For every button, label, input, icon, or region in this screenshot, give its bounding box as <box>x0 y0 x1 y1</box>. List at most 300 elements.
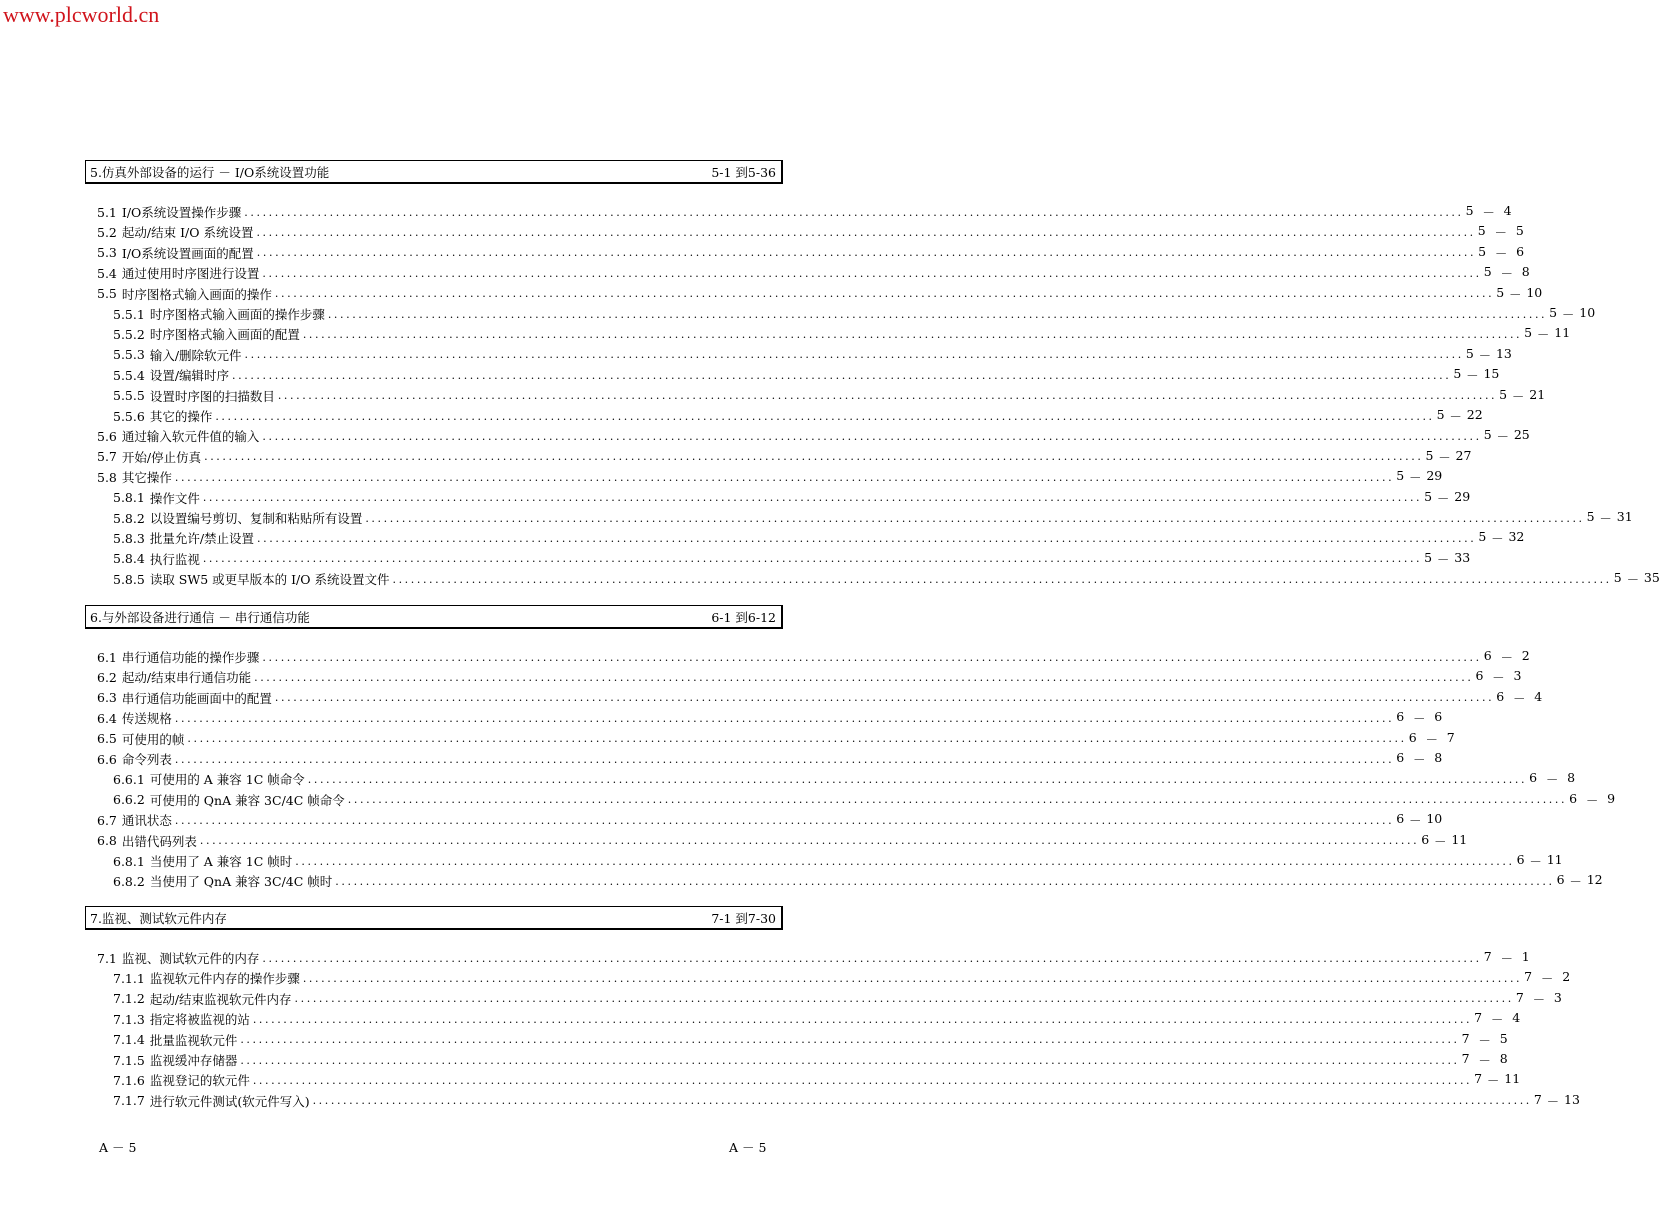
toc-entry-title: 监视登记的软元件 <box>149 1073 250 1089</box>
toc-entry[interactable] <box>0 304 1596 324</box>
page-separator: － <box>1486 1073 1500 1089</box>
toc-entry-page <box>1396 811 1442 829</box>
dot-leader: ........................................................................................................................................................................................................ <box>254 670 1474 684</box>
page-separator: － <box>1491 531 1504 547</box>
toc-entry-page <box>1517 852 1563 870</box>
toc-entry-page <box>1587 509 1633 527</box>
page-separator: － <box>1478 1053 1491 1068</box>
page-chapter: 5 <box>1586 509 1595 524</box>
toc-entry[interactable] <box>0 447 1472 467</box>
toc-entry-title: 监视软元件内存的操作步骤 <box>149 971 300 987</box>
page-number: 10 <box>1526 284 1543 300</box>
toc-entry-title: 通过使用时序图进行设置 <box>121 266 260 282</box>
page-number: 29 <box>1454 488 1471 504</box>
toc-entry-number: 6.8.1 <box>113 853 145 869</box>
toc-entry-title: 通讯状态 <box>121 813 172 829</box>
toc-entry-title: 当使用了 A 兼容 1C 帧时 <box>149 854 293 869</box>
dot-leader: ........................................................................................................................................................................................................ <box>244 205 1464 219</box>
page-chapter: 7 <box>1533 1091 1542 1107</box>
footer-page-right: A － 5 <box>729 1140 767 1155</box>
toc-entry-title: 读取 SW5 或更早版本的 I/O 系统设置文件 <box>149 572 390 588</box>
dot-leader: ........................................................................................................................................................................................................ <box>312 1094 1532 1108</box>
page-chapter: 7 <box>1461 1051 1470 1066</box>
page-number: 31 <box>1616 509 1633 524</box>
page-separator: － <box>1496 429 1510 445</box>
section-title: 7.监视、测试软元件内存 <box>90 910 227 926</box>
dot-leader: ........................................................................................................................................................................................................ <box>392 572 1612 586</box>
toc-entry-title: 出错代码列表 <box>121 833 197 849</box>
page-chapter: 5 <box>1483 264 1492 280</box>
page-number: 13 <box>1564 1091 1580 1107</box>
page-separator: － <box>1494 245 1508 261</box>
toc-entry-number: 7.1.5 <box>113 1052 145 1068</box>
dot-leader: ........................................................................................................................................................................................................ <box>307 772 1528 786</box>
toc-entry-number: 5.8.2 <box>113 510 145 526</box>
toc-entry[interactable] <box>0 508 1633 528</box>
toc-entry-number: 6.8 <box>97 833 117 849</box>
dot-leader: ........................................................................................................................................................................................................ <box>204 450 1424 464</box>
page-number: 8 <box>1521 264 1530 280</box>
toc-entry-title: 批量允许/禁止设置 <box>149 531 255 547</box>
toc-entry-number: 5.8.4 <box>113 551 145 567</box>
page-number: 25 <box>1513 427 1530 443</box>
page-chapter: 7 <box>1461 1030 1470 1046</box>
page-chapter: 6 <box>1569 790 1578 806</box>
dot-leader: ........................................................................................................................................................................................................ <box>187 732 1407 746</box>
toc-entry-number: 6.2 <box>97 669 117 685</box>
toc-entry-page <box>1453 366 1499 384</box>
dot-leader: ........................................................................................................................................................................................................ <box>174 711 1395 725</box>
page-number: 22 <box>1466 407 1483 422</box>
toc-entry-number: 6.4 <box>97 710 117 726</box>
page-separator: － <box>1546 1093 1560 1109</box>
toc-entry-page <box>1524 325 1570 343</box>
dot-leader: ........................................................................................................................................................................................................ <box>202 552 1423 566</box>
page-number: 32 <box>1508 529 1525 545</box>
toc-entry-page <box>1516 990 1562 1008</box>
page-number: 13 <box>1495 345 1512 361</box>
toc-entry-title: 输入/删除软元件 <box>149 347 242 363</box>
toc-entry-title: 命令列表 <box>121 752 172 767</box>
toc-entry-number: 5.8.3 <box>113 530 145 546</box>
toc-entry-number: 5.5.3 <box>113 347 145 363</box>
toc-entry-number: 5.8 <box>97 469 117 485</box>
page-number: 35 <box>1643 570 1660 586</box>
toc-entry-number: 6.5 <box>97 731 117 747</box>
toc-entry-number: 5.5.6 <box>113 408 145 424</box>
page-chapter: 7 <box>1474 1071 1483 1087</box>
page-number: 33 <box>1454 549 1471 565</box>
toc-entry[interactable] <box>0 222 1524 242</box>
toc-entry-number: 5.1 <box>97 204 117 220</box>
footer-page-left: A － 5 <box>99 1140 137 1155</box>
page-chapter: 5 <box>1483 427 1492 443</box>
toc-entry[interactable] <box>0 708 1443 728</box>
page-separator: － <box>1511 388 1525 404</box>
toc-entry[interactable] <box>0 667 1522 687</box>
toc-entry[interactable] <box>0 810 1443 830</box>
page-number: 8 <box>1434 750 1443 765</box>
toc-entry[interactable] <box>0 871 1603 891</box>
dot-leader: ........................................................................................................................................................................................................ <box>252 1012 1473 1026</box>
page-number: 11 <box>1554 325 1571 341</box>
toc-entry-number: 7.1.6 <box>113 1072 145 1088</box>
page-number: 15 <box>1483 366 1500 382</box>
dot-leader: ........................................................................................................................................................................................................ <box>199 834 1420 848</box>
toc-entry-title: 传送规格 <box>121 711 172 727</box>
page-chapter: 6 <box>1496 688 1505 704</box>
page-separator: － <box>1540 971 1554 987</box>
toc-entry[interactable] <box>0 769 1576 789</box>
toc-entry-page <box>1474 1010 1520 1028</box>
toc-entry-title: 监视、测试软元件的内存 <box>121 951 260 966</box>
dot-leader: ........................................................................................................................................................................................................ <box>347 793 1568 807</box>
dot-leader: ........................................................................................................................................................................................................ <box>262 951 1482 965</box>
toc-entry-page <box>1496 689 1542 707</box>
toc-entry-title: 串行通信功能的操作步骤 <box>121 650 260 665</box>
page-chapter: 5 <box>1478 529 1487 545</box>
toc-entry-number: 5.7 <box>97 449 117 465</box>
section-header[interactable] <box>85 906 783 930</box>
dot-leader: ........................................................................................................................................................................................................ <box>215 409 1435 423</box>
toc-entry-title: 串行通信功能画面中的配置 <box>121 690 272 706</box>
page-number: 3 <box>1553 989 1562 1005</box>
page-chapter: 5 <box>1465 203 1474 218</box>
toc-entry-title: 起动/结束串行通信功能 <box>121 670 252 686</box>
dot-leader: ........................................................................................................................................................................................................ <box>262 266 1482 280</box>
toc-entry-number: 6.6.2 <box>113 792 145 808</box>
page-separator: － <box>1478 347 1492 363</box>
toc-entry-number: 7.1.2 <box>113 991 145 1007</box>
dot-leader: ........................................................................................................................................................................................................ <box>244 348 1464 362</box>
toc-entry[interactable] <box>0 488 1471 508</box>
section-header[interactable] <box>85 160 783 184</box>
toc-entry-number: 5.8.1 <box>113 490 145 506</box>
page-separator: － <box>1478 1032 1491 1048</box>
toc-entry-number: 5.6 <box>97 428 117 444</box>
toc-entry-number: 5.4 <box>97 265 117 281</box>
page-number: 6 <box>1516 243 1525 259</box>
page-separator: － <box>1490 1012 1504 1028</box>
dot-leader: ........................................................................................................................................................................................................ <box>240 1053 1460 1067</box>
dot-leader: ........................................................................................................................................................................................................ <box>294 992 1514 1006</box>
toc-entry[interactable] <box>0 467 1443 487</box>
dot-leader: ........................................................................................................................................................................................................ <box>257 531 1477 545</box>
toc-entry[interactable] <box>0 386 1546 406</box>
page-separator: － <box>1626 572 1640 588</box>
dot-leader: ........................................................................................................................................................................................................ <box>232 368 1452 382</box>
page-chapter: 6 <box>1516 852 1525 867</box>
toc-entry[interactable] <box>0 324 1571 344</box>
page-number: 9 <box>1607 790 1616 806</box>
toc-entry-title: I/O系统设置画面的配置 <box>121 245 254 261</box>
toc-entry-page <box>1524 969 1570 987</box>
toc-entry-page <box>1396 709 1442 727</box>
dot-leader: ........................................................................................................................................................................................................ <box>174 470 1395 484</box>
toc-entry-page <box>1534 1092 1580 1110</box>
toc-entry-title: 时序图格式输入画面的操作 <box>121 286 272 302</box>
dot-leader: ........................................................................................................................................................................................................ <box>365 511 1585 525</box>
toc-entry-page <box>1409 730 1455 748</box>
dot-leader: ........................................................................................................................................................................................................ <box>327 307 1548 321</box>
toc-entry-number: 7.1.7 <box>113 1093 145 1109</box>
toc-entry-title: 时序图格式输入画面的操作步骤 <box>149 307 325 322</box>
page-chapter: 7 <box>1524 969 1533 985</box>
page-number: 4 <box>1512 1010 1521 1026</box>
toc-entry[interactable] <box>0 1091 1580 1111</box>
dot-leader: ........................................................................................................................................................................................................ <box>262 429 1482 443</box>
toc-entry-title: 批量监视软元件 <box>149 1032 238 1048</box>
page-separator: － <box>1449 409 1462 424</box>
page-number: 27 <box>1455 447 1472 463</box>
page-chapter: 5 <box>1496 284 1505 300</box>
toc-entry-page <box>1478 244 1524 262</box>
page-number: 5 <box>1499 1030 1508 1046</box>
toc-entry-number: 5.5.5 <box>113 388 145 404</box>
page-number: 4 <box>1534 688 1543 704</box>
page-number: 5 <box>1515 223 1524 239</box>
toc-entry[interactable] <box>0 284 1543 304</box>
toc-entry-page <box>1549 305 1595 323</box>
page-chapter: 7 <box>1474 1010 1483 1026</box>
page-number: 11 <box>1504 1071 1521 1087</box>
page-chapter: 5 <box>1453 366 1462 382</box>
toc-entry-number: 7.1.1 <box>113 970 145 986</box>
page-chapter: 6 <box>1556 872 1565 888</box>
toc-entry-page <box>1466 346 1512 364</box>
toc-entry[interactable] <box>0 989 1562 1009</box>
toc-entry-title: 可使用的帧 <box>121 731 185 747</box>
toc-entry-page <box>1396 750 1442 768</box>
toc-entry-page <box>1424 489 1470 507</box>
toc-entry-page <box>1557 872 1603 890</box>
page-chapter: 5 <box>1396 468 1405 484</box>
toc-entry-number: 6.7 <box>97 812 117 828</box>
page-chapter: 7 <box>1483 949 1492 964</box>
toc-entry-number: 5.3 <box>97 245 117 261</box>
dot-leader: ........................................................................................................................................................................................................ <box>256 225 1476 239</box>
toc-entry[interactable] <box>0 426 1530 446</box>
toc-entry[interactable] <box>0 549 1471 569</box>
toc-entry-number: 5.5.1 <box>113 306 145 322</box>
page-separator: － <box>1438 449 1451 465</box>
page-separator: － <box>1532 991 1546 1007</box>
toc-entry[interactable] <box>0 688 1543 708</box>
toc-entry-title: I/O系统设置操作步骤 <box>121 205 242 220</box>
toc-entry-number: 6.3 <box>97 690 117 706</box>
dot-leader: ........................................................................................................................................................................................................ <box>256 246 1477 260</box>
toc-entry[interactable] <box>0 263 1530 283</box>
page-separator: － <box>1436 551 1450 567</box>
toc-entry-title: 可使用的 QnA 兼容 3C/4C 帧命令 <box>149 792 345 808</box>
dot-leader: ........................................................................................................................................................................................................ <box>240 1033 1460 1047</box>
toc-entry-title: 操作文件 <box>149 490 200 506</box>
toc-entry-number: 5.8.5 <box>113 571 145 587</box>
toc-entry[interactable] <box>0 790 1616 810</box>
page-separator: － <box>1512 690 1526 706</box>
page-chapter: 5 <box>1436 407 1445 422</box>
page-chapter: 6 <box>1483 648 1492 663</box>
section-title: 5.仿真外部设备的运行 － I/O系统设置功能 <box>90 164 330 180</box>
page-chapter: 6 <box>1529 770 1538 786</box>
page-chapter: 5 <box>1499 386 1508 402</box>
toc-entry-page <box>1466 203 1512 221</box>
toc-entry[interactable] <box>0 1070 1521 1090</box>
page-chapter: 5 <box>1477 223 1486 239</box>
page-separator: － <box>1412 752 1426 767</box>
toc-entry-page <box>1474 1071 1520 1089</box>
toc-entry-page <box>1478 529 1524 547</box>
page-separator: － <box>1509 286 1522 302</box>
page-number: 1 <box>1521 949 1530 964</box>
toc-entry-title: 设置时序图的扫描数目 <box>149 388 275 404</box>
toc-entry-page <box>1396 468 1442 486</box>
page-separator: － <box>1412 711 1426 727</box>
page-chapter: 6 <box>1396 709 1405 725</box>
section-page-range: 5-1 到5-36 <box>711 164 776 180</box>
toc-entry-number: 7.1 <box>97 950 117 966</box>
page-separator: － <box>1409 813 1422 829</box>
page-separator: － <box>1425 731 1438 747</box>
toc-entry[interactable] <box>0 345 1512 365</box>
toc-entry-title: 其它操作 <box>121 470 172 486</box>
toc-entry-number: 6.1 <box>97 649 117 665</box>
page-separator: － <box>1585 792 1599 808</box>
page-separator: － <box>1494 225 1508 241</box>
page-number: 29 <box>1426 468 1443 484</box>
page-chapter: 5 <box>1424 488 1433 504</box>
toc-entry-title: 指定将被监视的站 <box>149 1012 250 1028</box>
toc-entry[interactable] <box>0 749 1443 769</box>
toc-entry[interactable] <box>0 948 1530 968</box>
page-chapter: 5 <box>1549 305 1558 320</box>
page-separator: － <box>1409 470 1422 486</box>
page-separator: － <box>1545 772 1559 788</box>
section-header[interactable] <box>85 605 783 629</box>
page-number: 2 <box>1562 969 1571 985</box>
page-number: 8 <box>1567 770 1576 786</box>
page-number: 6 <box>1434 709 1443 725</box>
toc-entry-page <box>1462 1051 1508 1069</box>
page-separator: － <box>1536 327 1550 343</box>
page-number: 8 <box>1499 1051 1508 1066</box>
toc-entry[interactable] <box>0 831 1468 851</box>
toc-entry[interactable] <box>0 647 1530 667</box>
toc-entry-title: 可使用的 A 兼容 1C 帧命令 <box>149 772 305 788</box>
dot-leader: ........................................................................................................................................................................................................ <box>252 1073 1473 1087</box>
page-chapter: 5 <box>1425 447 1434 463</box>
toc-entry-title: 起动/结束 I/O 系统设置 <box>121 225 254 241</box>
toc-entry-number: 5.5 <box>97 286 117 302</box>
page-chapter: 6 <box>1396 811 1405 827</box>
page-separator: － <box>1561 307 1575 322</box>
toc-entry[interactable] <box>0 729 1455 749</box>
dot-leader: ........................................................................................................................................................................................................ <box>302 971 1523 985</box>
toc-entry-number: 5.2 <box>97 224 117 240</box>
toc-entry[interactable] <box>0 243 1525 263</box>
toc-entry-page <box>1484 648 1530 666</box>
toc-entry[interactable] <box>0 851 1563 871</box>
toc-entry-page <box>1424 550 1470 568</box>
toc-entry-title: 通过输入软元件值的输入 <box>121 429 260 445</box>
toc-entry[interactable] <box>0 569 1660 589</box>
dot-leader: ........................................................................................................................................................................................................ <box>274 287 1495 301</box>
page-separator: － <box>1482 205 1495 220</box>
page-number: 10 <box>1579 305 1596 320</box>
page-chapter: 7 <box>1515 989 1524 1005</box>
dot-leader: ........................................................................................................................................................................................................ <box>295 854 1515 868</box>
toc-entry-number: 7.1.4 <box>113 1032 145 1048</box>
toc-entry[interactable] <box>0 202 1512 222</box>
section-page-range: 6-1 到6-12 <box>711 609 776 625</box>
page-number: 2 <box>1521 648 1530 663</box>
toc-entry[interactable] <box>0 406 1483 426</box>
page-separator: － <box>1500 951 1513 966</box>
toc-entry-page <box>1478 223 1524 241</box>
page-number: 11 <box>1546 852 1563 867</box>
toc-entry-page <box>1484 427 1530 445</box>
toc-entry-page <box>1425 448 1471 466</box>
toc-entry-title: 监视缓冲存储器 <box>149 1053 238 1068</box>
toc-entry-number: 5.5.2 <box>113 326 145 342</box>
page-chapter: 6 <box>1475 668 1484 684</box>
page-number: 10 <box>1426 811 1443 827</box>
dot-leader: ........................................................................................................................................................................................................ <box>277 389 1498 403</box>
toc-entry-number: 6.8.2 <box>113 873 145 889</box>
page-separator: － <box>1492 670 1505 686</box>
page-separator: － <box>1529 854 1542 869</box>
dot-leader: ........................................................................................................................................................................................................ <box>202 491 1423 505</box>
toc-entry[interactable] <box>0 1009 1521 1029</box>
page-separator: － <box>1500 266 1513 282</box>
toc-entry-title: 起动/结束监视软元件内存 <box>149 991 292 1007</box>
page-chapter: 5 <box>1424 549 1433 565</box>
toc-entry-page <box>1529 770 1575 788</box>
page-chapter: 5 <box>1478 243 1487 259</box>
toc-entry[interactable] <box>0 1030 1508 1050</box>
toc-entry-page <box>1421 832 1467 850</box>
toc-entry-title: 执行监视 <box>149 551 200 567</box>
toc-entry-title: 设置/编辑时序 <box>149 368 230 384</box>
page-chapter: 6 <box>1421 831 1430 847</box>
toc-entry-number: 7.1.3 <box>113 1011 145 1027</box>
page-separator: － <box>1434 833 1447 849</box>
toc-entry-page <box>1614 570 1660 588</box>
dot-leader: ........................................................................................................................................................................................................ <box>335 874 1555 888</box>
dot-leader: ........................................................................................................................................................................................................ <box>274 691 1495 705</box>
toc-entry-title: 时序图格式输入画面的配置 <box>149 327 300 343</box>
page-number: 21 <box>1529 386 1546 402</box>
page-separator: － <box>1436 490 1450 506</box>
dot-leader: ........................................................................................................................................................................................................ <box>262 650 1482 664</box>
watermark-link[interactable]: www.plcworld.cn <box>3 2 160 27</box>
toc-entry[interactable] <box>0 1050 1508 1070</box>
dot-leader: ........................................................................................................................................................................................................ <box>302 327 1523 341</box>
toc-entry-title: 开始/停止仿真 <box>121 449 202 465</box>
toc-entry-page <box>1499 387 1545 405</box>
page-chapter: 6 <box>1408 729 1417 745</box>
dot-leader: ........................................................................................................................................................................................................ <box>174 813 1395 827</box>
toc-entry[interactable] <box>0 365 1500 385</box>
toc-entry[interactable] <box>0 528 1525 548</box>
toc-entry-title: 其它的操作 <box>149 409 213 424</box>
toc-entry-number: 6.6.1 <box>113 771 145 787</box>
toc-entry-page <box>1484 949 1530 967</box>
toc-entry-number: 5.5.4 <box>113 367 145 383</box>
toc-entry[interactable] <box>0 968 1571 988</box>
page-chapter: 5 <box>1524 325 1533 341</box>
toc-entry-page <box>1475 668 1521 686</box>
